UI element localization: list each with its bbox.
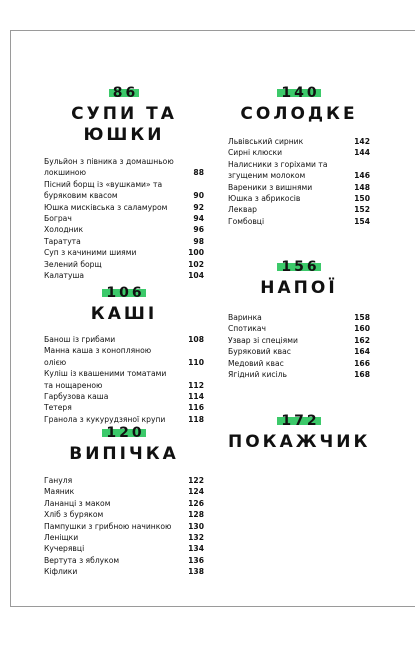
recipe-entry[interactable] [44,202,204,213]
recipe-name: Юшка мисківська з саламуром [44,202,168,212]
recipe-entry[interactable] [228,323,370,334]
recipe-entry[interactable] [44,236,204,247]
recipe-name: Хліб з буряком [44,510,104,520]
recipe-page: 118 [188,414,204,424]
recipe-entry[interactable] [44,566,204,577]
recipe-name: Маяник [44,487,75,497]
section-page-number: 120 [102,426,145,440]
recipe-page: 114 [188,392,204,402]
recipe-name: Налисники з горіхами та згущеним молоком [228,159,328,181]
recipe-page: 110 [188,357,204,367]
recipe-page: 158 [354,313,370,322]
recipe-page: 164 [354,347,370,357]
recipe-page: 92 [193,202,204,212]
recipe-entry[interactable] [44,475,204,486]
recipe-name: Вареники з вишнями [228,182,313,192]
section-page-number: 106 [102,286,145,300]
recipe-page: 162 [354,335,370,345]
recipe-name: Кучерявці [44,544,85,554]
recipe-page: 128 [188,510,204,520]
recipe-page: 130 [188,521,204,531]
recipe-entry[interactable] [228,136,370,147]
recipe-entry[interactable] [44,259,204,270]
recipe-list [228,312,370,380]
recipe-entry[interactable] [44,179,204,202]
recipe-name: Спотикач [228,324,266,334]
recipe-page: 132 [188,533,204,543]
recipe-entry[interactable] [44,543,204,554]
recipe-page: 124 [188,487,204,497]
recipe-name: Лананці з маком [44,498,111,508]
section-title-line: ПОКАЖЧИК [228,432,371,452]
section-sweets [228,82,370,227]
recipe-page: 100 [188,248,204,258]
recipe-page: 154 [354,216,370,226]
recipe-entry[interactable] [44,156,204,179]
recipe-entry[interactable] [44,402,204,413]
recipe-entry[interactable] [44,224,204,235]
recipe-page: 116 [188,403,204,413]
recipe-name: Гарбузова каша [44,392,109,402]
recipe-list [44,475,204,578]
recipe-name: Тетеря [44,403,72,413]
section-title-line: ЮШКИ [83,125,165,145]
recipe-name: Куліш із квашеними томатами та нощареною [44,369,167,390]
recipe-page: 126 [188,498,204,508]
recipe-list [228,136,370,227]
recipe-page: 146 [354,171,370,181]
recipe-name: Калатуша [44,271,85,281]
recipe-name: Бульйон з півника з домашньою локшиною [44,157,174,178]
recipe-entry[interactable] [228,335,370,346]
section-index[interactable] [228,410,370,453]
recipe-entry[interactable] [44,368,204,391]
section-title-line: НАПОЇ [260,278,338,298]
recipe-name: Бограч [44,214,72,224]
recipe-entry[interactable] [228,312,370,323]
recipe-page: 150 [354,194,370,204]
recipe-page: 160 [354,324,370,334]
section-title [44,304,204,325]
recipe-name: Гануля [44,476,73,485]
recipe-entry[interactable] [228,193,370,204]
recipe-name: Гранола з кукурудзяної крупи [44,414,166,424]
recipe-name: Варинка [228,313,262,322]
section-heading [228,410,370,453]
section-page-number: 140 [277,86,320,100]
recipe-page: 134 [188,544,204,554]
section-title-line: КАШІ [90,304,158,324]
recipe-page: 138 [188,567,204,577]
recipe-list [44,334,204,425]
recipe-page: 104 [188,271,204,281]
recipe-name: Суп з качиними шиями [44,248,137,258]
recipe-page: 136 [188,555,204,565]
recipe-entry[interactable] [44,345,204,368]
section-page-number: 156 [277,260,320,274]
recipe-page: 168 [354,370,370,380]
recipe-page: 108 [188,335,204,344]
section-heading [228,256,370,299]
recipe-entry[interactable] [228,147,370,158]
recipe-name: Медовий квас [228,358,284,368]
recipe-page: 94 [193,214,204,224]
recipe-entry[interactable] [44,509,204,520]
recipe-page: 90 [193,191,204,201]
recipe-name: Холодник [44,225,84,235]
section-title [44,444,204,465]
section-heading [44,282,204,325]
section-title [228,432,370,453]
recipe-entry[interactable] [44,213,204,224]
recipe-entry[interactable] [44,486,204,497]
recipe-name: Пісний борщ із «вушками» та буряковим квасом [44,179,163,201]
recipe-entry[interactable] [44,521,204,532]
section-heading [44,422,204,465]
recipe-name: Леквар [228,205,257,215]
recipe-name: Сирні клюски [228,148,283,158]
recipe-page: 166 [354,358,370,368]
section-pastry [44,422,204,578]
section-title-line: ВИПІЧКА [69,444,179,464]
recipe-name: Юшка з абрикосів [228,194,301,204]
section-drinks [228,256,370,380]
recipe-entry[interactable] [44,391,204,402]
recipe-name: Львівський сирник [228,137,304,146]
recipe-name: Узвар зі спеціями [228,335,298,345]
recipe-name: Кіфлики [44,567,78,577]
recipe-page: 102 [188,259,204,269]
section-page-number: 86 [109,86,139,100]
recipe-entry[interactable] [228,369,370,380]
section-page-number: 172 [277,414,320,428]
recipe-page: 96 [193,225,204,235]
recipe-entry[interactable] [228,182,370,193]
recipe-name: Банош із грибами [44,335,116,344]
section-heading [44,82,204,146]
recipe-page: 144 [354,148,370,158]
recipe-name: Леніщки [44,533,79,543]
section-title [228,104,370,125]
recipe-entry[interactable] [228,216,370,227]
recipe-name: Ягідний кисіль [228,370,288,380]
recipe-name: Вертута з яблуком [44,555,120,565]
recipe-name: Гомбовці [228,216,265,226]
recipe-page: 122 [188,476,204,485]
recipe-page: 98 [193,236,204,246]
recipe-name: Пампушки з грибною начинкою [44,521,172,531]
recipe-name: Буряковий квас [228,347,291,357]
recipe-entry[interactable] [44,555,204,566]
recipe-page: 112 [188,380,204,390]
recipe-entry[interactable] [228,358,370,369]
recipe-entry[interactable] [228,346,370,357]
section-title [44,104,204,146]
section-title-line: СОЛОДКЕ [240,104,358,124]
section-soups [44,82,204,281]
recipe-entry[interactable] [44,247,204,258]
recipe-page: 88 [193,168,204,178]
recipe-entry[interactable] [228,204,370,215]
recipe-entry[interactable] [44,532,204,543]
recipe-name: Зелений борщ [44,259,102,269]
recipe-name: Таратута [44,236,81,246]
recipe-page: 152 [354,205,370,215]
section-title [228,278,370,299]
section-heading [228,82,370,125]
recipe-entry[interactable] [228,159,370,182]
recipe-entry[interactable] [44,334,204,345]
recipe-entry[interactable] [44,270,204,281]
section-title-line: СУПИ ТА [71,104,177,124]
recipe-name: Манна каша з конопляною олією [44,346,152,367]
recipe-list [44,156,204,281]
recipe-entry[interactable] [44,498,204,509]
section-porridges [44,282,204,425]
recipe-page: 148 [354,182,370,192]
recipe-page: 142 [354,137,370,146]
